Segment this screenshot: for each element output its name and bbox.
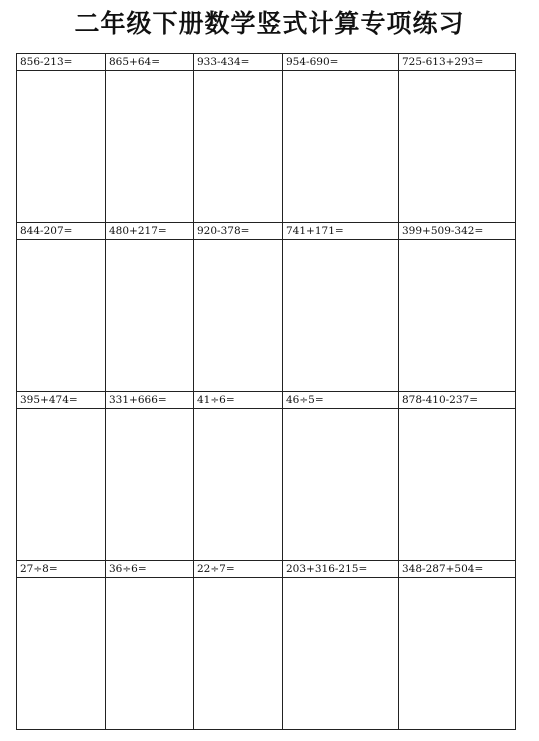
problem-cell — [17, 561, 106, 578]
problem-cell — [17, 223, 106, 240]
problem-text: 954-690= — [286, 56, 339, 68]
answer-space[interactable] — [106, 240, 194, 392]
answer-space[interactable] — [399, 240, 516, 392]
answer-space[interactable] — [194, 71, 283, 223]
problem-text: 844-207= — [20, 225, 73, 237]
problem-text: 36÷6= — [109, 563, 147, 575]
problem-text: 41÷6= — [197, 394, 235, 406]
problem-text: 399+509-342= — [402, 225, 484, 237]
problem-text: 920-378= — [197, 225, 250, 237]
problem-text: 741+171= — [286, 225, 344, 237]
problem-text: 865+64= — [109, 56, 160, 68]
answer-space[interactable] — [399, 409, 516, 561]
worksheet-title: 二年级下册数学竖式计算专项练习 — [74, 9, 465, 38]
problem-cell — [194, 561, 283, 578]
problem-cell — [399, 223, 516, 240]
answer-space[interactable] — [106, 409, 194, 561]
problem-row-3 — [17, 392, 516, 409]
problem-cell — [106, 561, 194, 578]
answer-space[interactable] — [283, 409, 399, 561]
problem-row-1 — [17, 54, 516, 71]
problem-cell — [399, 54, 516, 71]
problem-cell — [399, 392, 516, 409]
problem-cell — [283, 561, 399, 578]
problem-text: 480+217= — [109, 225, 167, 237]
answer-row-2 — [17, 240, 516, 392]
answer-space[interactable] — [283, 71, 399, 223]
answer-space[interactable] — [194, 578, 283, 730]
problem-cell — [194, 54, 283, 71]
answer-row-1 — [17, 71, 516, 223]
answer-row-4 — [17, 578, 516, 730]
answer-space[interactable] — [283, 240, 399, 392]
answer-space[interactable] — [17, 409, 106, 561]
problem-row-4 — [17, 561, 516, 578]
answer-row-3 — [17, 409, 516, 561]
problem-cell — [106, 392, 194, 409]
problem-text: 331+666= — [109, 394, 167, 406]
problem-cell — [17, 54, 106, 71]
problem-cell — [283, 54, 399, 71]
problem-text: 203+316-215= — [286, 563, 368, 575]
answer-space[interactable] — [17, 578, 106, 730]
answer-space[interactable] — [399, 578, 516, 730]
problem-cell — [194, 392, 283, 409]
problem-cell — [399, 561, 516, 578]
problem-text: 22÷7= — [197, 563, 235, 575]
answer-space[interactable] — [106, 71, 194, 223]
answer-space[interactable] — [399, 71, 516, 223]
problem-cell — [194, 223, 283, 240]
problem-text: 933-434= — [197, 56, 250, 68]
problem-text: 46÷5= — [286, 394, 324, 406]
problem-grid — [16, 53, 516, 730]
problem-cell — [283, 392, 399, 409]
answer-space[interactable] — [17, 240, 106, 392]
problem-text: 856-213= — [20, 56, 73, 68]
problem-text: 348-287+504= — [402, 563, 484, 575]
problem-cell — [106, 54, 194, 71]
problem-text: 725-613+293= — [402, 56, 484, 68]
problem-cell — [106, 223, 194, 240]
answer-space[interactable] — [17, 71, 106, 223]
problem-text: 27÷8= — [20, 563, 58, 575]
problem-text: 395+474= — [20, 394, 78, 406]
problem-row-2 — [17, 223, 516, 240]
answer-space[interactable] — [106, 578, 194, 730]
answer-space[interactable] — [194, 240, 283, 392]
answer-space[interactable] — [283, 578, 399, 730]
problem-text: 878-410-237= — [402, 394, 479, 406]
answer-space[interactable] — [194, 409, 283, 561]
problem-cell — [283, 223, 399, 240]
problem-cell — [17, 392, 106, 409]
